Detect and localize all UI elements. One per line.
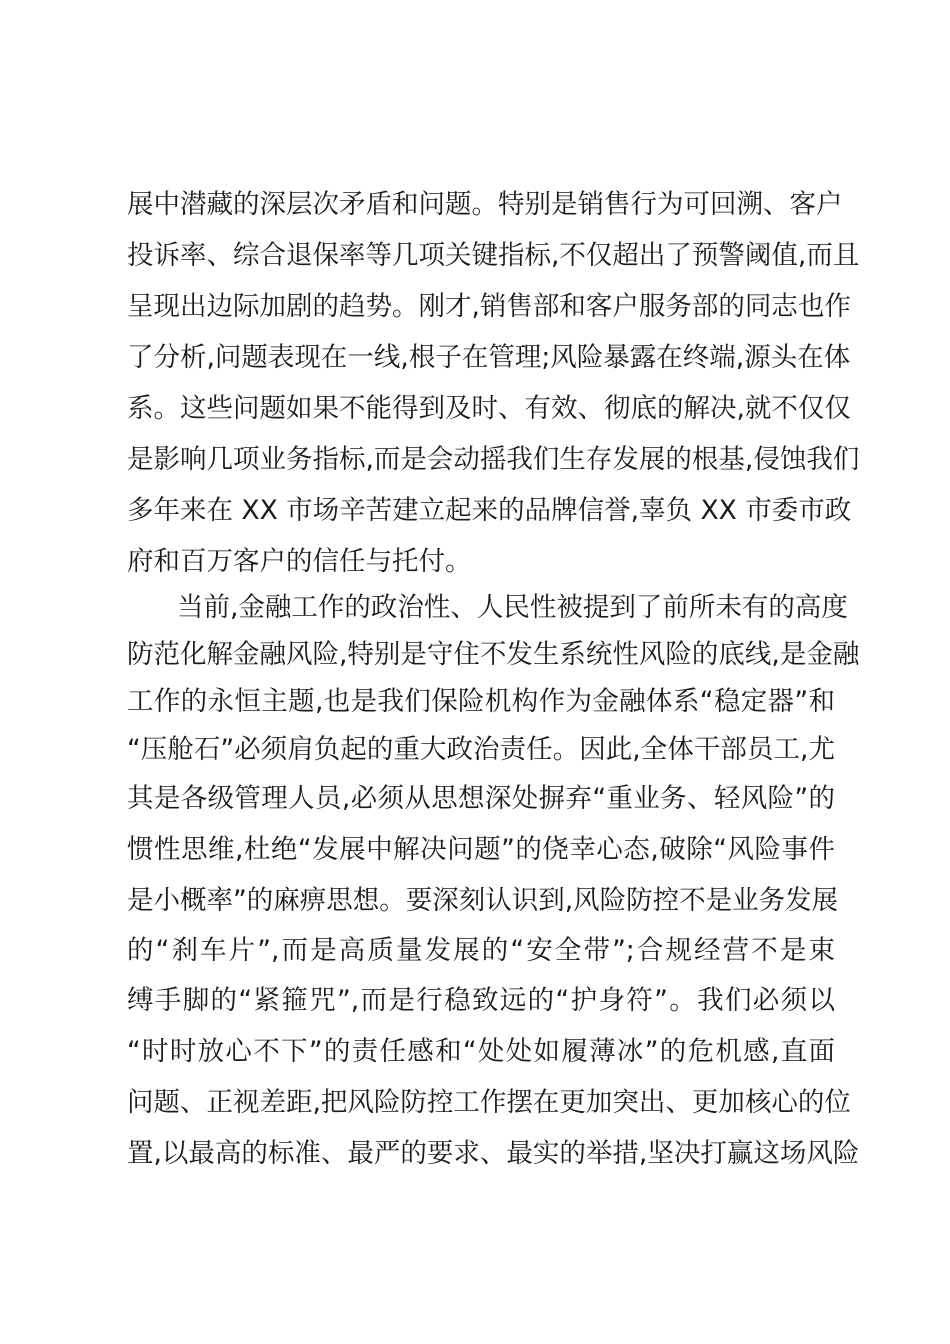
- paragraph-line: 的“刹车片”,而是高质量发展的“安全带”;合规经营不是束: [127, 935, 835, 966]
- paragraph-line: “压舱石”必须肩负起的重大政治责任。因此,全体干部员工,尤: [127, 734, 835, 765]
- paragraph-line: “时时放心不下”的责任感和“处处如履薄冰”的危机感,直面: [127, 1036, 835, 1067]
- paragraph-line: 呈现出边际加剧的趋势。刚才,销售部和客户服务部的同志也作: [127, 291, 851, 322]
- paragraph-line: 投诉率、综合退保率等几项关键指标,不仅超出了预警阈值,而且: [127, 240, 860, 271]
- paragraph-line: 惯性思维,杜绝“发展中解决问题”的侥幸心态,破除“风险事件: [127, 834, 835, 865]
- paragraph-line: 展中潜藏的深层次矛盾和问题。特别是销售行为可回溯、客户: [127, 189, 843, 220]
- paragraph-line: 是小概率”的麻痹思想。要深刻认识到,风险防控不是业务发展: [127, 885, 839, 916]
- paragraph-line: 工作的永恒主题,也是我们保险机构作为金融体系“稳定器”和: [127, 686, 835, 717]
- paragraph-line: 府和百万客户的信任与托付。: [127, 546, 472, 577]
- paragraph-line: 置,以最高的标准、最严的要求、最实的举措,坚决打赢这场风险: [127, 1138, 860, 1169]
- paragraph-line: 问题、正视差距,把风险防控工作摆在更加突出、更加核心的位: [127, 1087, 851, 1118]
- paragraph-line: 了分析,问题表现在一线,根子在管理;风险暴露在终端,源头在体: [127, 342, 851, 373]
- paragraph-line: 当前,金融工作的政治性、人民性被提到了前所未有的高度: [177, 592, 848, 623]
- paragraph-line: 防范化解金融风险,特别是守住不发生系统性风险的底线,是金融: [127, 639, 860, 670]
- paragraph-line: 缚手脚的“紧箍咒”,而是行稳致远的“护身符”。我们必须以: [127, 985, 835, 1016]
- paragraph-line: 其是各级管理人员,必须从思想深处摒弃“重业务、轻风险”的: [127, 783, 835, 814]
- paragraph-line: 是影响几项业务指标,而是会动摇我们生存发展的根基,侵蚀我们: [127, 444, 860, 475]
- paragraph-line: 系。这些问题如果不能得到及时、有效、彻底的解决,就不仅仅: [127, 393, 851, 424]
- paragraph-line: 多年来在 XX 市场辛苦建立起来的品牌信誉,辜负 XX 市委市政: [127, 495, 852, 526]
